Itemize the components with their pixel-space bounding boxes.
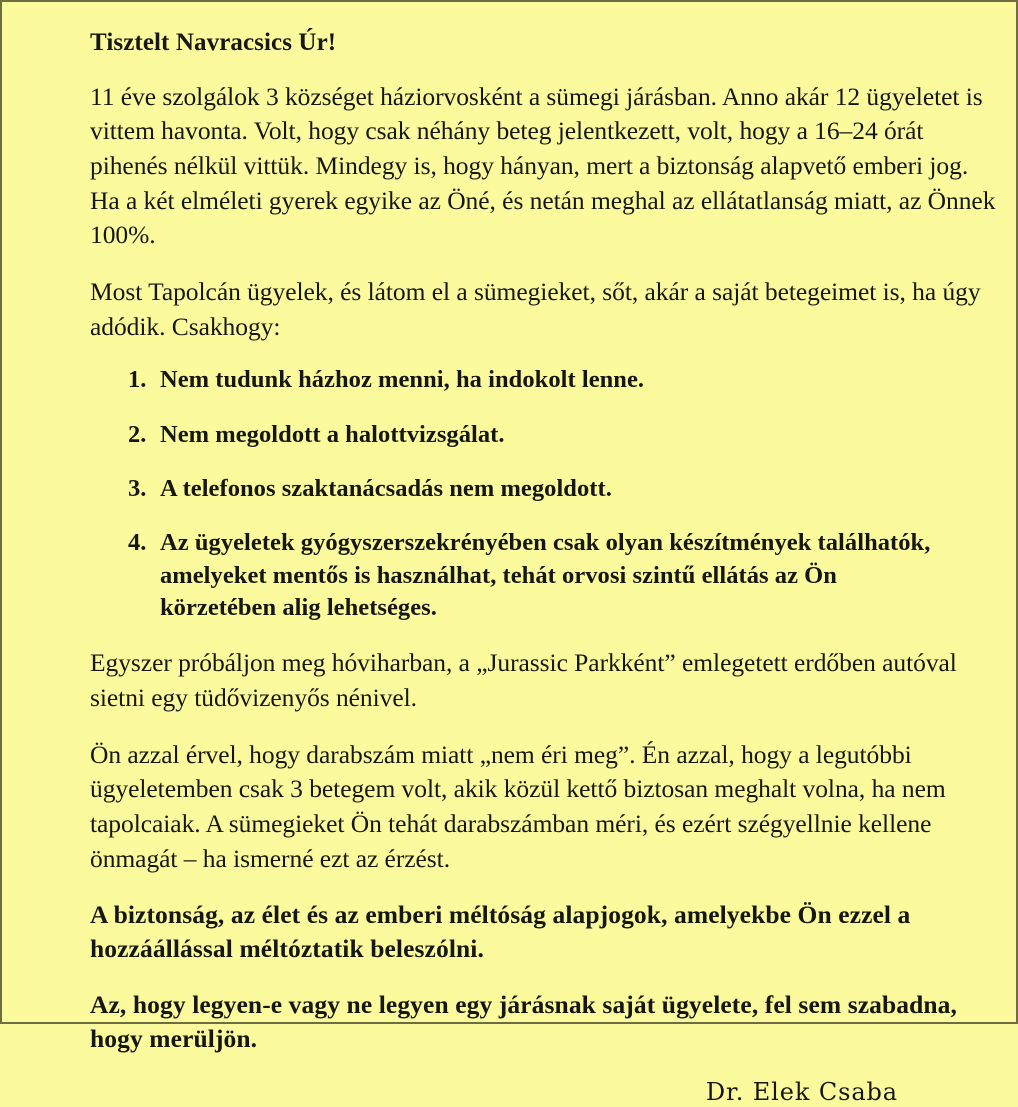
list-item xyxy=(90,473,1002,505)
list-item-number: 3. xyxy=(128,474,147,502)
list-item-number: 2. xyxy=(128,420,147,448)
list-item xyxy=(90,419,1002,451)
list-item-number: 1. xyxy=(128,366,147,394)
paragraph-tapolca: Most Tapolcán ügyelek, és látom el a sümegieket, sőt, akár a saját betegeimet is, ha úgy adódik. Csakhogy: xyxy=(90,276,981,341)
signature: Dr. Elek Csaba xyxy=(705,1077,898,1106)
list-item-number: 4. xyxy=(128,529,147,557)
salutation: Tisztelt Navracsics Úr! xyxy=(90,29,337,56)
paragraph-intro: 11 éve szolgálok 3 községet háziorvosként a sümegi járásban. Anno akár 12 ügyeletet is vittem havonta. Volt, hogy csak néhány beteg jelentkezett, volt, hogy a 16–24 órát pihenés nélkül vittük. Mindegy is, hogy hányan, mert a biztonság alapvető emberi jog. Ha a két elméleti gyerek egyike az Öné, és netán meghal az ellátatlanság miatt, az Önnek 100%. xyxy=(90,81,996,250)
demand-list xyxy=(90,364,1002,624)
list-item-label: Nem tudunk házhoz menni, ha indokolt lenne. xyxy=(160,366,645,394)
list-item-label: Nem megoldott a halottvizsgálat. xyxy=(160,420,505,448)
paragraph-darabszam: Ön azzal érvel, hogy darabszám miatt „nem éri meg”. Én azzal, hogy a legutóbbi ügyeletemben csak 3 betegem volt, akik közül kettő biztosan meghalt volna, ha nem tapolcaiak. A sümegieket Ön tehát darabszámban méri, és ezért szégyellnie kellene önmagát – ha ismerné ezt az érzést. xyxy=(90,739,946,873)
paragraph-alapjogok: A biztonság, az élet és az emberi méltóság alapjogok, amelyekbe Ön ezzel a hozzáállással méltóztatik beleszólni. xyxy=(90,900,911,964)
list-item xyxy=(90,527,1002,624)
letter-body xyxy=(90,28,1002,1107)
list-item-label: A telefonos szaktanácsadás nem megoldott. xyxy=(160,474,612,502)
list-item xyxy=(90,364,1002,396)
paragraph-ugyelet: Az, hogy legyen-e vagy ne legyen egy járásnak saját ügyelete, fel sem szabadna, hogy merüljön. xyxy=(90,990,958,1053)
paragraph-jurassic: Egyszer próbáljon meg hóviharban, a „Jurassic Parkként” emlegetett erdőben autóval sietni egy tüdővizenyős nénivel. xyxy=(90,648,957,712)
list-item-label: Az ügyeletek gyógyszerszekrényében csak olyan készítmények találhatók, amelyeket mentős is használhat, tehát orvosi szintű ellátás az Ön körzetében alig lehetséges. xyxy=(160,529,931,621)
